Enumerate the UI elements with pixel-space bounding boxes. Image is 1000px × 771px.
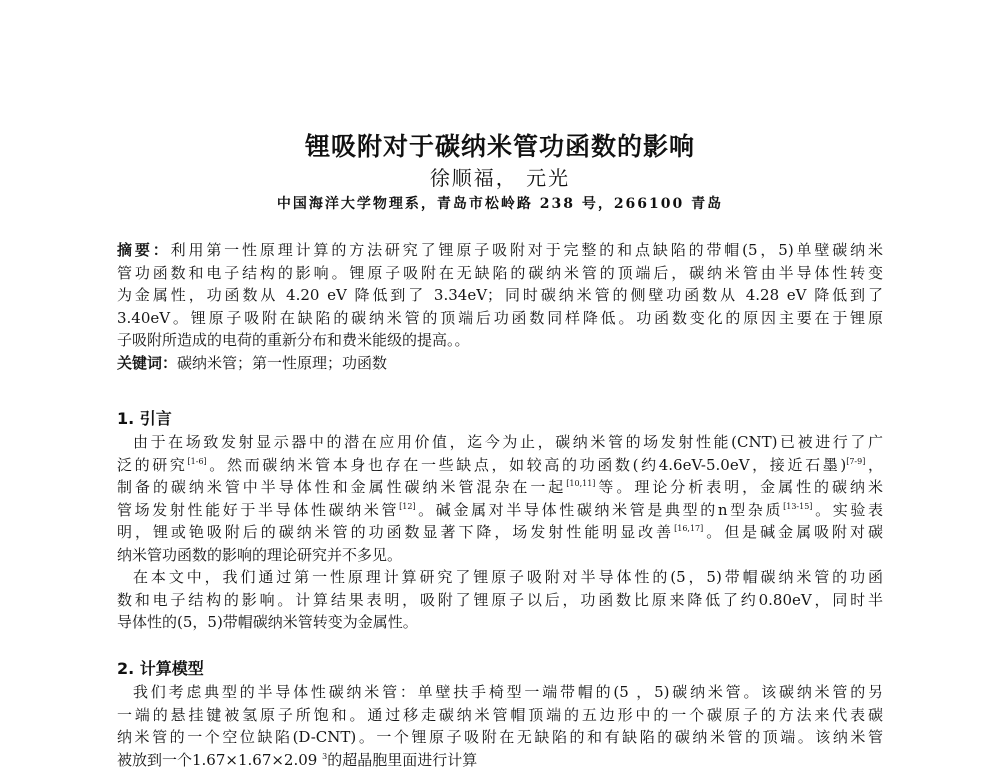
abstract (117, 239, 883, 374)
citation: [12] (399, 502, 415, 511)
keywords-label: 关键词： (117, 354, 177, 372)
paragraph-line: 纳米管功函数的影响的理论研究并不多见。 (117, 544, 883, 567)
paragraph-line: 导体性的(5，5)带帽碳纳米管转变为金属性。 (117, 611, 883, 634)
keywords (117, 352, 883, 375)
paper-affiliation: 中国海洋大学物理系，青岛市松岭路 238 号，266100 青岛 (0, 193, 1000, 213)
section-introduction (117, 407, 883, 634)
abstract-line: 3.40eV。锂原子吸附在缺陷的碳纳米管的顶端后功函数同样降低。功函数变化的原因主要在于锂原 (117, 307, 883, 330)
paragraph-line: 制备的碳纳米管中半导体性和金属性碳纳米管混杂在一起[10,11]等。理论分析表明，金属性的碳纳米 (117, 476, 883, 499)
citation: [16,17] (674, 524, 703, 533)
paragraph-line: 泛的研究[1-6]。然而碳纳米管本身也存在一些缺点，如较高的功函数(约4.6eV-5.0eV，接近石墨)[7-9]， (117, 454, 883, 477)
paragraph-line-clipped: 被放到一个1.67×1.67×2.09 $^3$的超晶胞里面进行计算 (117, 749, 883, 771)
abstract-label: 摘要： (117, 241, 171, 259)
citation: [10,11] (566, 479, 595, 488)
paragraph-line: 一端的悬挂键被氢原子所饱和。通过移走碳纳米管帽顶端的五边形中的一个碳原子的方法来代表碳 (117, 704, 883, 727)
citation: [13-15] (783, 502, 812, 511)
section-heading: 1. 引言 (117, 407, 883, 431)
paragraph-line: 管场发射性能好于半导体性碳纳米管[12]。碱金属对半导体性碳纳米管是典型的n型杂质[13-15]。实验表 (117, 499, 883, 522)
paragraph-line: 明，锂或铯吸附后的碳纳米管的功函数显著下降，场发射性能明显改善[16,17]。但是碱金属吸附对碳 (117, 521, 883, 544)
paragraph-line: 纳米管的一个空位缺陷(D-CNT)。一个锂原子吸附在无缺陷的和有缺陷的碳纳米管的顶端。该纳米管 (117, 726, 883, 749)
abstract-line: 摘要：利用第一性原理计算的方法研究了锂原子吸附对于完整的和点缺陷的带帽(5，5)单壁碳纳米 (117, 239, 883, 262)
keywords-text: 碳纳米管；第一性原理；功函数 (177, 354, 387, 372)
citation: [7-9] (846, 457, 865, 466)
section-heading: 2. 计算模型 (117, 657, 883, 681)
paper-authors: 徐顺福， 元光 (0, 162, 1000, 191)
citation: [1-6] (188, 457, 207, 466)
paragraph-line: 在本文中，我们通过第一性原理计算研究了锂原子吸附对半导体性的(5，5)带帽碳纳米管的功函 (117, 566, 883, 589)
abstract-line: 为金属性，功函数从 4.20 eV 降低到了 3.34eV；同时碳纳米管的侧壁功函数从 4.28 eV 降低到了 (117, 284, 883, 307)
abstract-line: 管功函数和电子结构的影响。锂原子吸附在无缺陷的碳纳米管的顶端后，碳纳米管由半导体性转变 (117, 262, 883, 285)
paper-title: 锂吸附对于碳纳米管功函数的影响 (0, 127, 1000, 163)
paragraph-line: 我们考虑典型的半导体性碳纳米管：单壁扶手椅型一端带帽的(5 ，5)碳纳米管。该碳纳米管的另 (117, 681, 883, 704)
paragraph-line: 由于在场致发射显示器中的潜在应用价值，迄今为止，碳纳米管的场发射性能(CNT)已被进行了广 (117, 431, 883, 454)
abstract-line: 子吸附所造成的电荷的重新分布和费米能级的提高。。 (117, 329, 883, 352)
paragraph-line: 数和电子结构的影响。计算结果表明，吸附了锂原子以后，功函数比原来降低了约0.80eV，同时半 (117, 589, 883, 612)
section-computational-model (117, 657, 883, 771)
